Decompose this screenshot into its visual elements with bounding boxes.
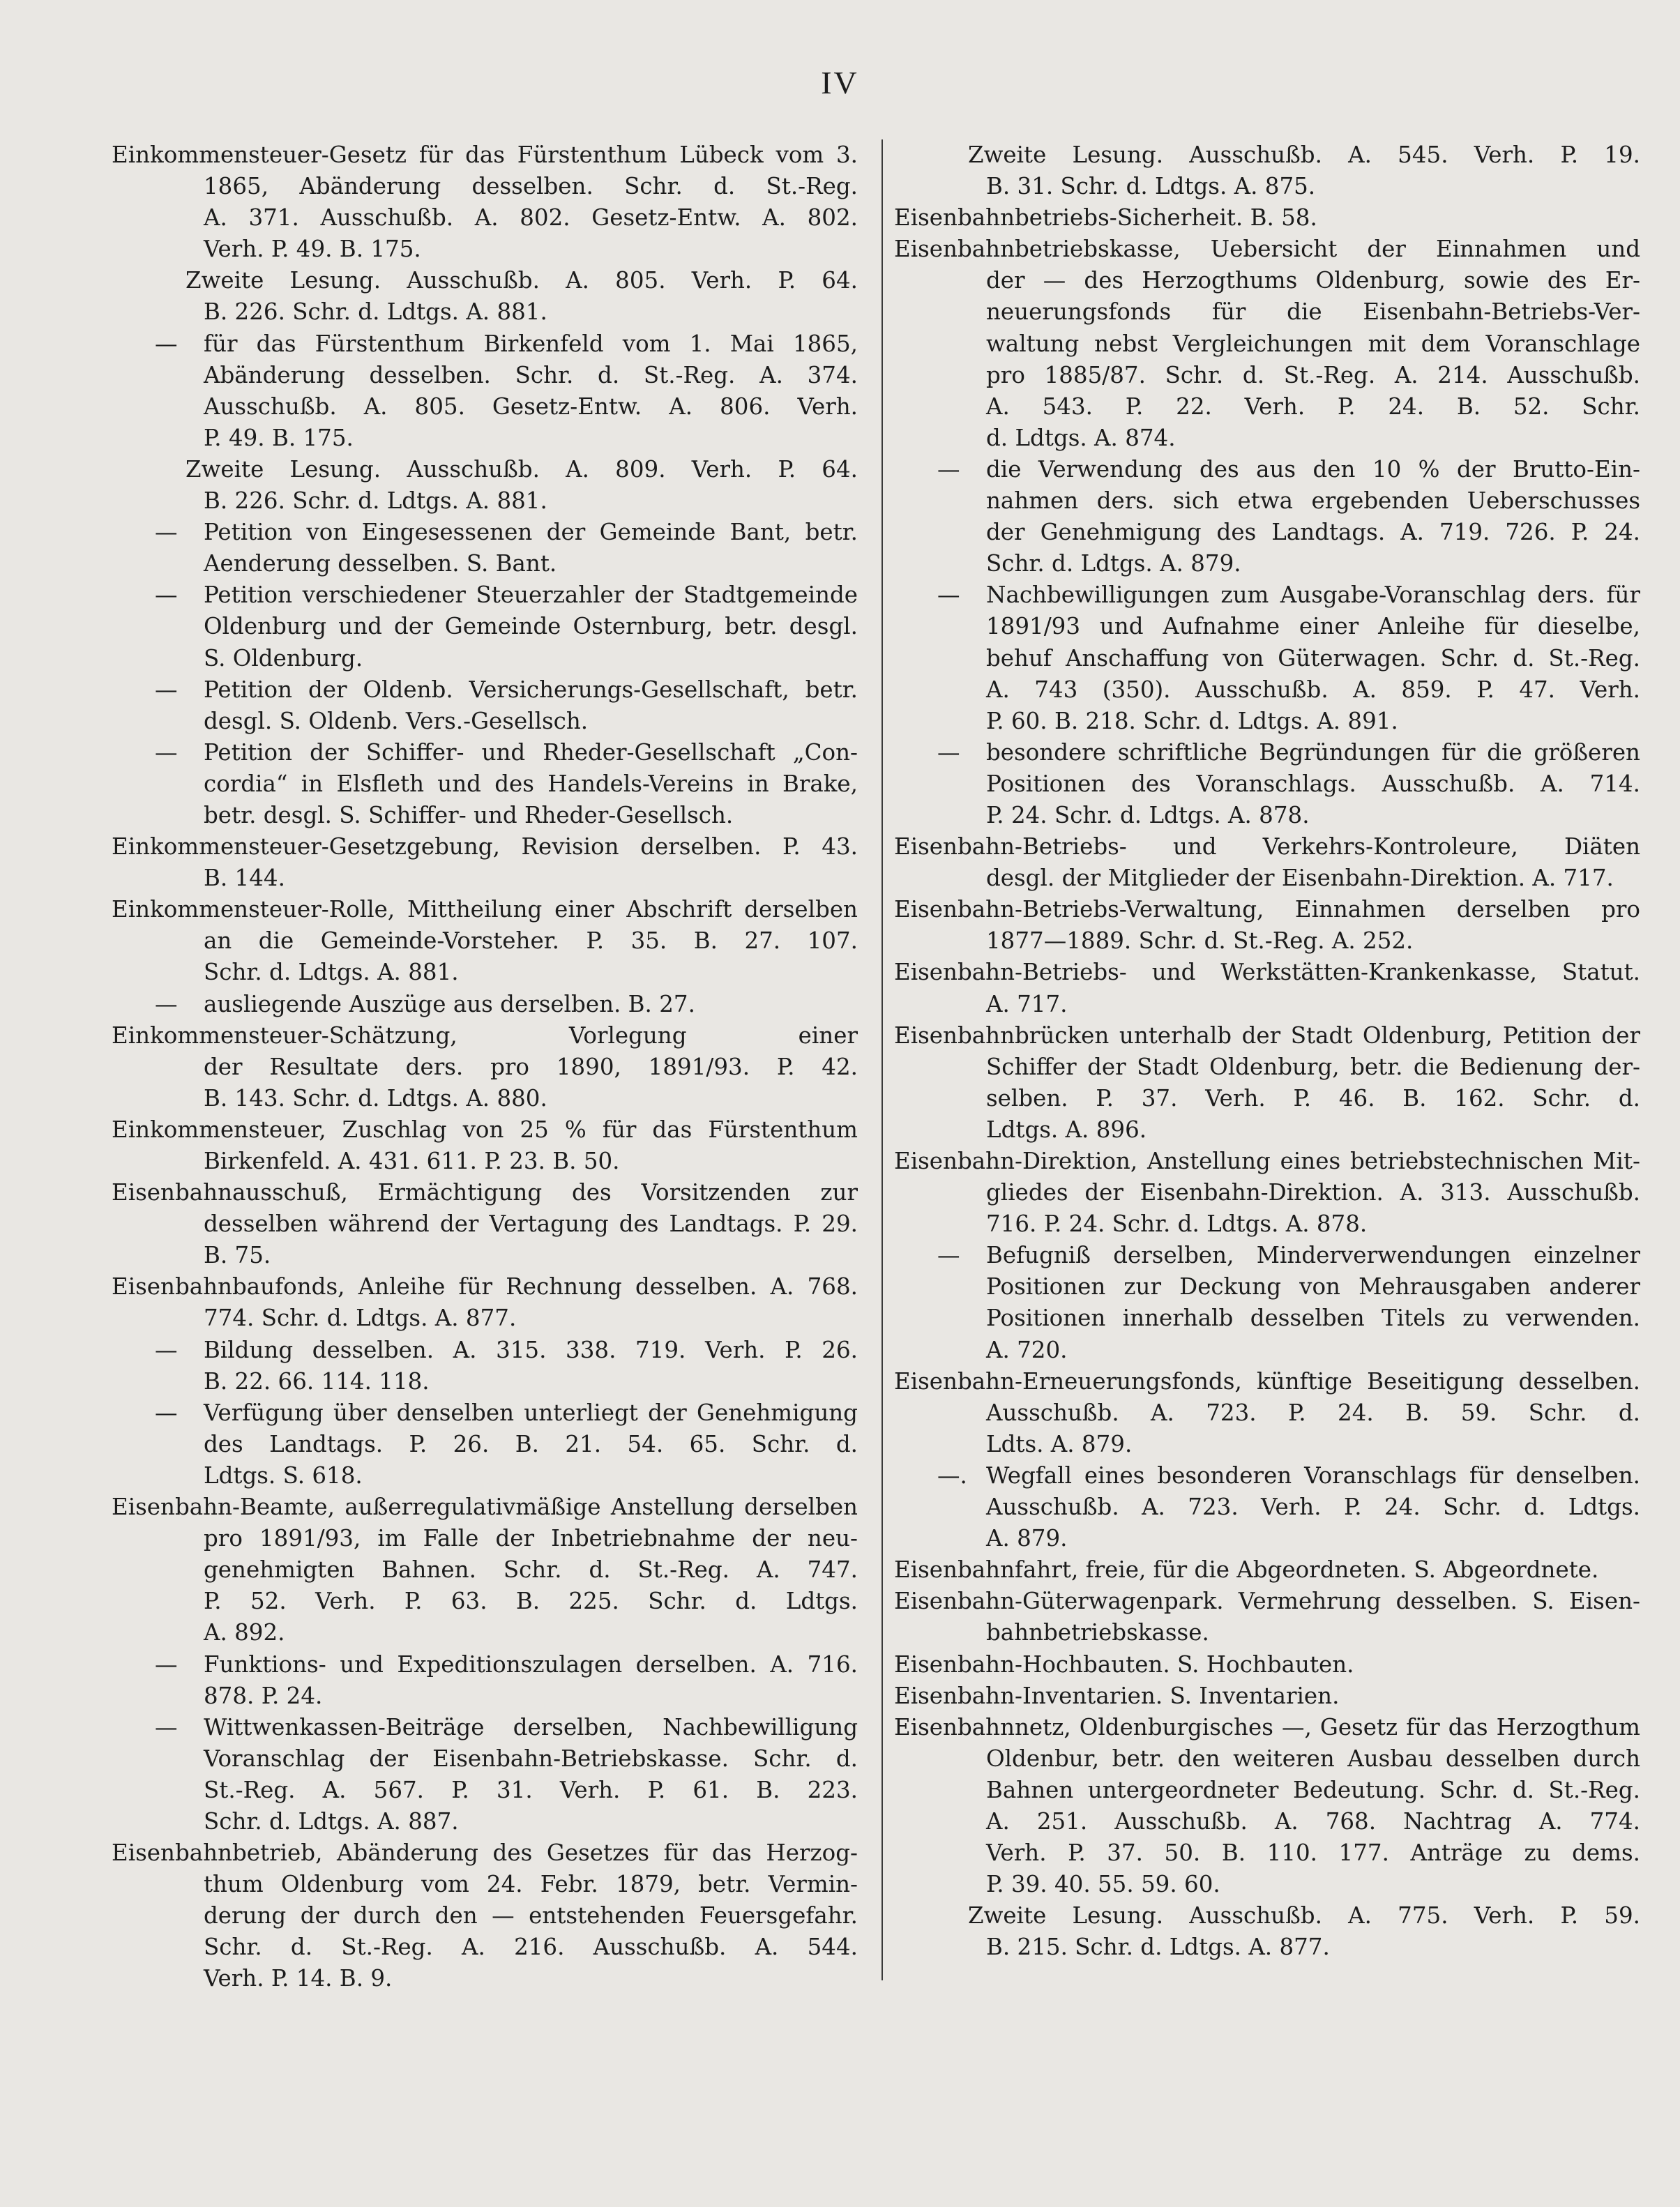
index-line: B. 22. 66. 114. 118. bbox=[204, 1367, 430, 1395]
index-line: ausliegende Auszüge aus derselben. B. 27. bbox=[204, 990, 695, 1017]
index-line: Zweite Lesung. Ausschußb. A. 775. Verh. P. 59. bbox=[968, 1902, 1640, 1929]
index-line: Zweite Lesung. Ausschußb. A. 809. Verh. P. 64. bbox=[186, 455, 858, 483]
index-line: Funktions- und Expeditionszulagen derselben. A. 716. bbox=[204, 1651, 858, 1678]
index-line: Einkommensteuer-Schätzung, Vorlegung einer bbox=[112, 1022, 858, 1049]
index-entry bbox=[894, 894, 1640, 957]
index-subentry bbox=[894, 1460, 1640, 1554]
index-line: Eisenbahnbetriebs-Sicherheit. B. 58. bbox=[894, 204, 1317, 232]
index-line: Eisenbahn-Erneuerungsfonds, künftige Beseitigung desselben. bbox=[894, 1367, 1640, 1395]
index-line: Eisenbahn-Inventarien. S. Inventarien. bbox=[894, 1682, 1340, 1709]
index-line: waltung nebst Vergleichungen mit dem Voranschlage bbox=[986, 330, 1640, 357]
index-line: Schiffer der Stadt Oldenburg, betr. die Bedienung der- bbox=[986, 1053, 1640, 1080]
index-line: d. Ldtgs. A. 874. bbox=[986, 424, 1176, 451]
index-entry bbox=[894, 1712, 1640, 1901]
column-divider bbox=[881, 139, 883, 1980]
index-entry bbox=[894, 1146, 1640, 1240]
index-line: desgl. der Mitglieder der Eisenbahn-Direktion. A. 717. bbox=[986, 865, 1614, 892]
index-line: 1877—1889. Schr. d. St.-Reg. A. 252. bbox=[986, 927, 1414, 955]
index-line: Eisenbahn-Direktion, Anstellung eines betriebstechnischen Mit- bbox=[894, 1148, 1640, 1174]
index-line: Nachbewilligungen zum Ausgabe-Voranschlag ders. für bbox=[986, 582, 1640, 609]
index-line: Eisenbahn-Hochbauten. S. Hochbauten. bbox=[894, 1651, 1354, 1678]
index-line: Petition von Eingesessenen der Gemeinde Bant, betr. bbox=[204, 519, 858, 546]
index-line: A. 251. Ausschußb. A. 768. Nachtrag A. 774. bbox=[986, 1807, 1640, 1835]
index-reading bbox=[112, 265, 858, 328]
index-line: Eisenbahnbaufonds, Anleihe für Rechnung desselben. A. 768. bbox=[112, 1273, 858, 1300]
index-line: S. Oldenburg. bbox=[204, 644, 363, 672]
index-line: Einkommensteuer-Gesetz für das Fürstenthum Lübeck vom 3. bbox=[112, 142, 858, 168]
index-line: Positionen zur Deckung von Mehrausgaben anderer bbox=[986, 1273, 1640, 1300]
index-line: Schr. d. Ldtgs. A. 879. bbox=[986, 550, 1241, 577]
subentry-dash: — bbox=[937, 738, 960, 766]
index-subentry bbox=[112, 1649, 858, 1712]
subentry-dash: — bbox=[155, 582, 178, 609]
index-line: P. 52. Verh. P. 63. B. 225. Schr. d. Ldtgs. bbox=[204, 1588, 858, 1615]
index-line: Eisenbahn-Beamte, außerregulativmäßige Anstellung derselben bbox=[112, 1494, 858, 1521]
index-line: A. 543. P. 22. Verh. P. 24. B. 52. Schr. bbox=[986, 393, 1640, 420]
index-line: der Resultate ders. pro 1890, 1891/93. P. 42. bbox=[204, 1053, 858, 1080]
index-entry bbox=[894, 1586, 1640, 1648]
index-reading bbox=[894, 1900, 1640, 1963]
index-line: der — des Herzogthums Oldenburg, sowie des Er- bbox=[986, 267, 1640, 294]
index-line: P. 24. Schr. d. Ldtgs. A. 878. bbox=[986, 801, 1310, 828]
subentry-dash: — bbox=[155, 1399, 178, 1426]
index-subentry bbox=[112, 737, 858, 831]
index-line: derung der durch den — entstehenden Feuersgefahr. bbox=[204, 1902, 858, 1929]
subentry-dash: — bbox=[155, 1713, 178, 1740]
index-line: Ldtgs. A. 896. bbox=[986, 1116, 1147, 1143]
index-entry bbox=[112, 1837, 858, 1994]
index-line: Befugniß derselben, Minderverwendungen einzelner bbox=[986, 1242, 1640, 1269]
index-subentry bbox=[894, 1240, 1640, 1365]
index-entry bbox=[112, 1177, 858, 1271]
index-line: P. 60. B. 218. Schr. d. Ldtgs. A. 891. bbox=[986, 707, 1398, 734]
index-entry bbox=[894, 1366, 1640, 1460]
index-line: an die Gemeinde-Vorsteher. P. 35. B. 27. 107. bbox=[204, 927, 858, 955]
index-line: Petition verschiedener Steuerzahler der Stadtgemeinde bbox=[204, 582, 858, 609]
index-entry bbox=[112, 1020, 858, 1114]
index-subentry bbox=[112, 1335, 858, 1397]
index-line: genehmigten Bahnen. Schr. d. St.-Reg. A. 747. bbox=[204, 1556, 858, 1584]
index-entry bbox=[112, 1114, 858, 1177]
index-subentry bbox=[112, 989, 858, 1020]
index-line: Oldenburg und der Gemeinde Osternburg, betr. desgl. bbox=[204, 613, 858, 640]
index-line: B. 75. bbox=[204, 1242, 271, 1269]
index-line: neuerungsfonds für die Eisenbahn-Betriebs-Ver- bbox=[986, 298, 1640, 326]
subentry-dash: — bbox=[155, 519, 178, 546]
subentry-dash: — bbox=[155, 1651, 178, 1678]
index-line: der Genehmigung des Landtags. A. 719. 726. P. 24. bbox=[986, 519, 1640, 546]
index-line: Abänderung desselben. Schr. d. St.-Reg. A. 374. bbox=[204, 361, 858, 388]
index-line: Schr. d. Ldtgs. A. 881. bbox=[204, 959, 459, 986]
index-line: Eisenbahn-Betriebs-Verwaltung, Einnahmen derselben pro bbox=[894, 896, 1640, 923]
index-line: Eisenbahnnetz, Oldenburgisches —, Gesetz für das Herzogthum bbox=[894, 1713, 1640, 1740]
index-line: Eisenbahnausschuß, Ermächtigung des Vorsitzenden zur bbox=[112, 1179, 858, 1206]
index-line: Ldtgs. S. 618. bbox=[204, 1462, 363, 1489]
subentry-dash: — bbox=[155, 330, 178, 357]
right-column bbox=[894, 139, 1640, 1963]
index-entry bbox=[894, 234, 1640, 454]
index-entry bbox=[894, 1020, 1640, 1146]
subentry-dash: — bbox=[155, 738, 178, 766]
index-subentry bbox=[112, 674, 858, 737]
index-line: A. 743 (350). Ausschußb. A. 859. P. 47. Verh. bbox=[986, 676, 1640, 703]
index-entry bbox=[894, 202, 1640, 234]
index-line: Verh. P. 14. B. 9. bbox=[204, 1965, 393, 1992]
index-line: Eisenbahnbetrieb, Abänderung des Gesetzes für das Herzog- bbox=[112, 1840, 858, 1867]
index-line: Eisenbahn-Güterwagenpark. Vermehrung desselben. S. Eisen- bbox=[894, 1588, 1640, 1615]
index-entry bbox=[894, 1649, 1640, 1681]
index-line: B. 144. bbox=[204, 865, 285, 892]
index-line: A. 371. Ausschußb. A. 802. Gesetz-Entw. A. 802. bbox=[204, 204, 858, 232]
index-line: B. 226. Schr. d. Ldtgs. A. 881. bbox=[204, 487, 547, 515]
index-line: Ausschußb. A. 805. Gesetz-Entw. A. 806. Verh. bbox=[204, 393, 858, 420]
index-line: Zweite Lesung. Ausschußb. A. 805. Verh. P. 64. bbox=[186, 267, 858, 294]
index-line: A. 892. bbox=[204, 1619, 285, 1646]
index-line: des Landtags. P. 26. B. 21. 54. 65. Schr. d. bbox=[204, 1430, 858, 1457]
index-line: Oldenbur, betr. den weiteren Ausbau desselben durch bbox=[986, 1745, 1640, 1772]
index-line: Schr. d. Ldtgs. A. 887. bbox=[204, 1807, 459, 1835]
index-line: Verfügung über denselben unterliegt der Genehmigung bbox=[204, 1399, 858, 1426]
subentry-dash: — bbox=[937, 455, 960, 483]
index-line: besondere schriftliche Begründungen für die größeren bbox=[986, 738, 1640, 766]
index-line: Aenderung desselben. S. Bant. bbox=[204, 550, 557, 577]
index-line: Birkenfeld. A. 431. 611. P. 23. B. 50. bbox=[204, 1148, 620, 1174]
index-line: St.-Reg. A. 567. P. 31. Verh. P. 61. B. 223. bbox=[204, 1776, 858, 1803]
index-line: B. 215. Schr. d. Ldtgs. A. 877. bbox=[986, 1934, 1330, 1961]
index-line: Zweite Lesung. Ausschußb. A. 545. Verh. P. 19. bbox=[968, 142, 1640, 168]
subentry-dash: — bbox=[155, 1336, 178, 1363]
index-line: bahnbetriebskasse. bbox=[986, 1619, 1209, 1646]
index-line: desselben während der Vertagung des Landtags. P. 29. bbox=[204, 1211, 858, 1238]
index-line: Voranschlag der Eisenbahn-Betriebskasse. Schr. d. bbox=[204, 1745, 858, 1772]
index-line: Eisenbahn-Betriebs- und Verkehrs-Kontroleure, Diäten bbox=[894, 833, 1640, 860]
index-subentry bbox=[894, 737, 1640, 831]
index-subentry bbox=[894, 579, 1640, 736]
index-line: Verh. P. 49. B. 175. bbox=[204, 236, 421, 263]
index-subentry bbox=[112, 1397, 858, 1492]
index-line: Einkommensteuer, Zuschlag von 25 % für das Fürstenthum bbox=[112, 1116, 858, 1143]
index-line: Eisenbahnbetriebskasse, Uebersicht der Einnahmen und bbox=[894, 236, 1640, 263]
index-line: B. 143. Schr. d. Ldtgs. A. 880. bbox=[204, 1084, 547, 1112]
index-entry bbox=[112, 139, 858, 265]
index-line: A. 717. bbox=[986, 990, 1068, 1017]
index-line: A. 879. bbox=[986, 1525, 1068, 1552]
index-line: P. 39. 40. 55. 59. 60. bbox=[986, 1871, 1220, 1898]
index-line: B. 31. Schr. d. Ldtgs. A. 875. bbox=[986, 173, 1316, 200]
index-line: Wittwenkassen-Beiträge derselben, Nachbewilligung bbox=[204, 1713, 858, 1740]
index-line: pro 1891/93, im Falle der Inbetriebnahme der neu- bbox=[204, 1525, 858, 1552]
index-line: Einkommensteuer-Gesetzgebung, Revision derselben. P. 43. bbox=[112, 833, 858, 860]
index-line: Verh. P. 37. 50. B. 110. 177. Anträge zu dems. bbox=[986, 1840, 1640, 1867]
index-line: Petition der Schiffer- und Rheder-Gesellschaft „Con- bbox=[204, 738, 858, 766]
index-line: Positionen des Voranschlags. Ausschußb. A. 714. bbox=[986, 770, 1640, 797]
index-line: Eisenbahn-Betriebs- und Werkstätten-Krankenkasse, Statut. bbox=[894, 959, 1640, 986]
index-line: Einkommensteuer-Rolle, Mittheilung einer Abschrift derselben bbox=[112, 896, 858, 923]
index-line: A. 720. bbox=[986, 1336, 1068, 1363]
subentry-dash: — bbox=[155, 676, 178, 703]
index-entry bbox=[112, 1271, 858, 1334]
index-entry bbox=[894, 957, 1640, 1019]
index-line: 774. Schr. d. Ldtgs. A. 877. bbox=[204, 1305, 517, 1332]
page-number: IV bbox=[821, 65, 859, 100]
index-line: behuf Anschaffung von Güterwagen. Schr. d. St.-Reg. bbox=[986, 644, 1640, 672]
index-line: 716. P. 24. Schr. d. Ldtgs. A. 878. bbox=[986, 1211, 1368, 1238]
index-entry bbox=[112, 831, 858, 894]
index-line: P. 49. B. 175. bbox=[204, 424, 354, 451]
index-line: Wegfall eines besonderen Voranschlags für denselben. bbox=[986, 1462, 1640, 1489]
subentry-dash: — bbox=[155, 990, 178, 1017]
index-subentry bbox=[112, 579, 858, 674]
index-line: die Verwendung des aus den 10 % der Brutto-Ein- bbox=[986, 455, 1640, 483]
index-reading bbox=[894, 139, 1640, 202]
index-subentry bbox=[112, 1712, 858, 1837]
index-entry bbox=[894, 1681, 1640, 1712]
index-subentry bbox=[112, 517, 858, 579]
left-column bbox=[112, 139, 858, 1995]
index-line: für das Fürstenthum Birkenfeld vom 1. Mai 1865, bbox=[204, 330, 858, 357]
index-line: 1891/93 und Aufnahme einer Anleihe für dieselbe, bbox=[986, 613, 1640, 640]
index-line: nahmen ders. sich etwa ergebenden Ueberschusses bbox=[986, 487, 1640, 515]
index-line: Ausschußb. A. 723. P. 24. B. 59. Schr. d. bbox=[986, 1399, 1640, 1426]
index-line: 1865, Abänderung desselben. Schr. d. St.-Reg. bbox=[204, 173, 858, 200]
index-line: thum Oldenburg vom 24. Febr. 1879, betr. Vermin- bbox=[204, 1871, 858, 1898]
index-line: B. 226. Schr. d. Ldtgs. A. 881. bbox=[204, 298, 547, 326]
index-entry bbox=[112, 894, 858, 988]
index-line: cordia“ in Elsfleth und des Handels-Vereins in Brake, bbox=[204, 770, 858, 797]
subentry-dash: —. bbox=[937, 1462, 967, 1489]
subentry-dash: — bbox=[937, 1242, 960, 1269]
index-line: gliedes der Eisenbahn-Direktion. A. 313. Ausschußb. bbox=[986, 1179, 1640, 1206]
index-line: selben. P. 37. Verh. P. 46. B. 162. Schr. d. bbox=[986, 1084, 1640, 1112]
index-line: pro 1885/87. Schr. d. St.-Reg. A. 214. Ausschußb. bbox=[986, 361, 1640, 388]
index-line: Eisenbahnfahrt, freie, für die Abgeordneten. S. Abgeordnete. bbox=[894, 1556, 1599, 1584]
index-line: desgl. S. Oldenb. Vers.-Gesellsch. bbox=[204, 707, 589, 734]
index-line: Ausschußb. A. 723. Verh. P. 24. Schr. d. Ldtgs. bbox=[986, 1494, 1640, 1521]
index-line: Bahnen untergeordneter Bedeutung. Schr. d. St.-Reg. bbox=[986, 1776, 1640, 1803]
subentry-dash: — bbox=[937, 582, 960, 609]
index-line: Eisenbahnbrücken unterhalb der Stadt Oldenburg, Petition der bbox=[894, 1022, 1640, 1049]
index-entry bbox=[112, 1492, 858, 1648]
index-line: Bildung desselben. A. 315. 338. 719. Verh. P. 26. bbox=[204, 1336, 858, 1363]
index-line: Petition der Oldenb. Versicherungs-Gesellschaft, betr. bbox=[204, 676, 858, 703]
index-entry bbox=[894, 1554, 1640, 1586]
index-entry bbox=[894, 831, 1640, 894]
index-line: Schr. d. St.-Reg. A. 216. Ausschußb. A. 544. bbox=[204, 1934, 858, 1961]
index-reading bbox=[112, 454, 858, 517]
index-line: betr. desgl. S. Schiffer- und Rheder-Gesellsch. bbox=[204, 801, 734, 828]
index-line: 878. P. 24. bbox=[204, 1682, 323, 1709]
index-line: Ldts. A. 879. bbox=[986, 1430, 1133, 1457]
index-line: Positionen innerhalb desselben Titels zu verwenden. bbox=[986, 1305, 1640, 1332]
index-subentry bbox=[894, 454, 1640, 579]
index-subentry bbox=[112, 328, 858, 454]
